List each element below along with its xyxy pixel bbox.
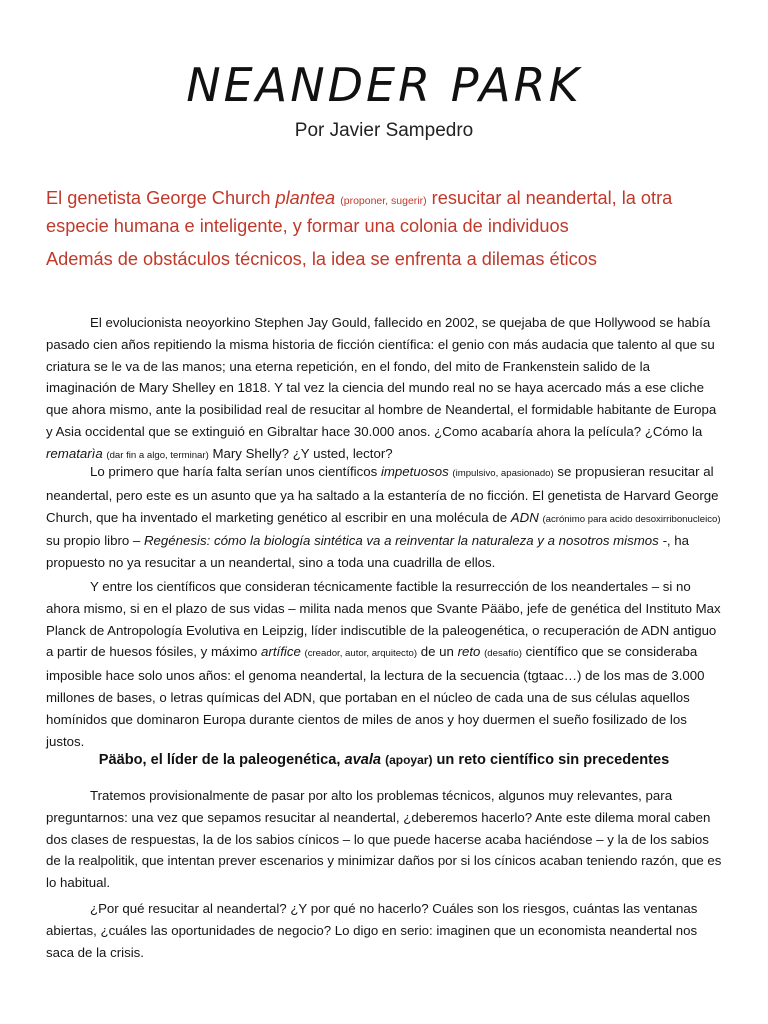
lead-paragraph-2: Además de obstáculos técnicos, la idea se enfrenta a dilemas éticos [46,249,597,269]
p4-text: Tratemos provisionalmente de pasar por alto los problemas técnicos, algunos muy relevantes, para preguntarnos: una vez que sepamos resucitar al neandertal, ¿deberemos hacerlo? Ante este dilema moral caben dos clases de respuestas, la de los sabios cínicos – lo que puede hacerse acaba haciéndose – y la de los sabios de la realpolitik, que intentan prever escenarios y minimizar daños por si los cínicos acaban teniendo razón, que es lo habitual. [46,788,722,891]
body-paragraph-3 [46,576,722,752]
lead1-term: plantea [275,188,336,208]
p3-term-1: artífice [261,644,301,660]
section-subheading [0,752,768,768]
lead1-gloss: (proponer, sugerir) [340,195,427,207]
subhead-text-a: Pääbo, el líder de la paleogenética, [98,752,345,768]
p1-term: rematarìa [46,445,103,461]
lead1-text-a: El genetista George Church [46,188,276,208]
p2-gloss-1: (impulsivo, apasionado) [452,468,554,479]
p2-term-1: impetuosos [380,464,449,479]
p2-text-b: se propusieran resucitar al neandertal, pero este es un asunto que ya ha saltado a la estantería de no ficción. El genetista de Harvard George Church, que ha inventado el marketing genético al escribir en una molécula de [46,464,719,525]
p2-text-c: su propio libro – [46,533,144,549]
p1-text-a: El evolucionista neoyorkino Stephen Jay Gould, fallecido en 2002, se quejaba de que Hollywood se había pasado cien años repitiendo la misma historia de ficción científica: el genio con más audacia que talento al que su criatura se le va de las manos; una eterna repetición, en el fondo, del mito de Frankenstein salido de la imaginación de Mary Shelley en 1818. Y tal vez la ciencia del mundo real no se haya acercado más a ese cliche que ahora mismo, ante la posibilidad real de resucitar al hombre de Neandertal, el formidable habitante de Europa y Asia occidental que se extinguió en Gibraltar hace 30.000 anos. ¿Como acabaría ahora la película? ¿Cómo la [46,315,717,439]
body-paragraph-2 [46,461,722,574]
article-byline: Por Javier Sampedro [294,120,474,141]
p3-text-a: Y entre los científicos que consideran técnicamente factible la resurrección de los neandertales – si no ahora mismo, si en el plazo de sus vidas – milita nada menos que Svante Pääbo, jefe de genética del Instituto Max Planck de Antropología Evolutiva en Leipzig, líder indiscutible de la paleogenética, o recuperación de ADN antiguo a partir de huesos fósiles, y máximo [46,579,721,660]
p2-text-d: , ha propuesto no ya resucitar a un neandertal, sino a toda una cuadrilla de ellos. [46,533,689,571]
p1-gloss: (dar fin a algo, terminar) [106,449,209,461]
p2-term-2: ADN [510,509,539,525]
p5-text: ¿Por qué resucitar al neandertal? ¿Y por qué no hacerlo? Cuáles son los riesgos, cuántas las ventanas abiertas, ¿cuáles las oportunidades de negocio? Lo digo en serio: imaginen que un economista neandertal nos saca de la crisis. [46,901,698,960]
subhead-text-b: un reto científico sin precedentes [436,752,670,768]
lead-paragraph-1 [46,186,736,239]
p3-gloss-2: (desafío) [484,648,522,660]
p2-text-a: Lo primero que haría falta serían unos científicos [90,464,381,479]
subhead-gloss: (apoyar) [385,753,433,767]
article-title: NEANDER PARK [186,58,582,112]
body-paragraph-5 [46,898,722,963]
p3-text-b: de un [417,644,458,660]
subhead-term: avala [344,752,382,768]
body-paragraph-4 [46,785,722,894]
p2-book-title: Regénesis: cómo la biología sintética va a reinventar la naturaleza y a nosotros mismos - [143,533,667,549]
p3-text-c: científico que se consideraba imposible hace solo unos años: el genoma neandertal, la lectura de la secuencia (tgtaac…) de los mas de 3.000 millones de bases, o letras químicas del ADN, que portaban en el núcleo de cada una de sus células aquellos homínidos que dominaron Europa durante cientos de miles de anos y hoy duermen el sueño fosilizado de los justos. [46,644,705,749]
p3-term-2: reto [457,644,481,660]
lead1-text-b: resucitar al neandertal, la otra especie humana e inteligente, y formar una colonia de individuos [46,188,673,236]
p3-gloss-1: (creador, autor, arquitecto) [304,648,418,660]
p1-text-b: Mary Shelly? ¿Y usted, lector? [208,445,393,461]
p2-gloss-2: (acrónimo para acido desoxirribonucleico) [542,513,721,525]
body-paragraph-1 [46,312,722,467]
